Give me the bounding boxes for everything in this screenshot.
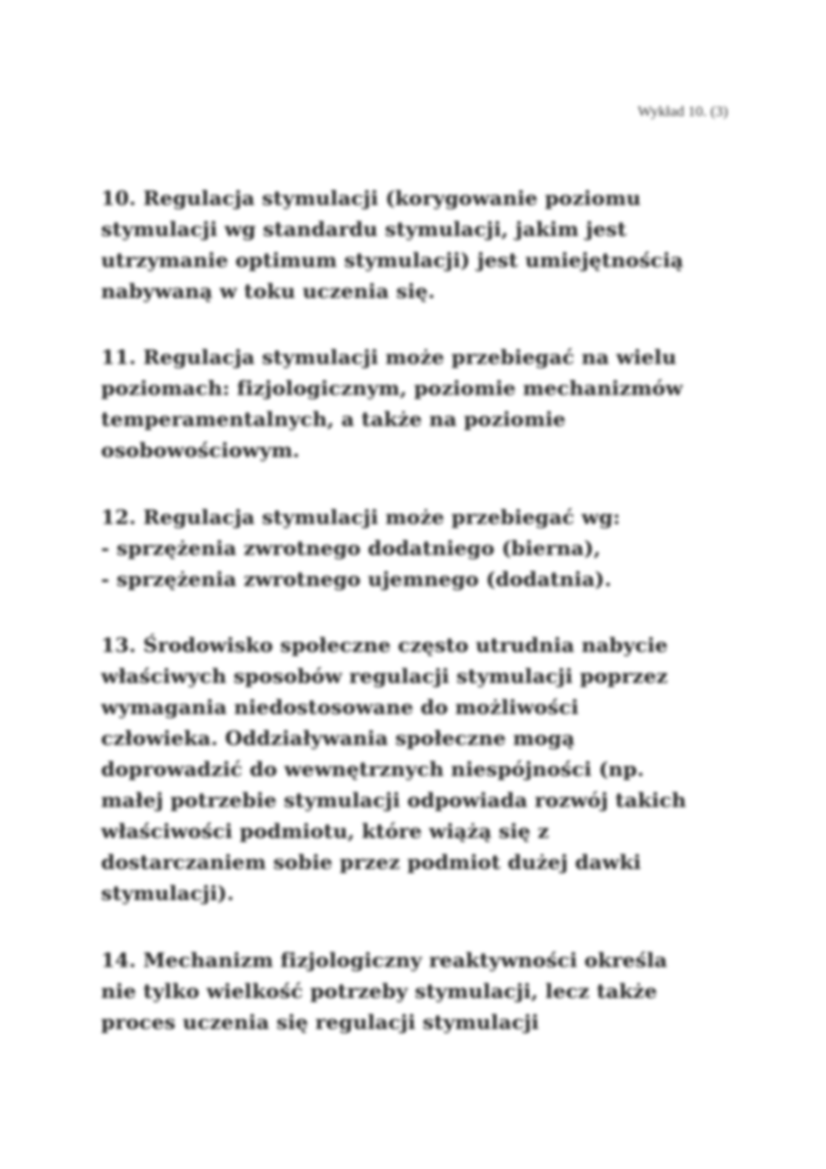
text-line: 12. Regulacja stymulacji może przebiegać wg: bbox=[101, 505, 621, 529]
paragraph-13 bbox=[101, 630, 741, 909]
text-line: człowieka. Oddziaływania społeczne mogą bbox=[101, 726, 575, 750]
text-line: temperamentalnych, a także na poziomie bbox=[101, 407, 566, 431]
text-line: 10. Regulacja stymulacji (korygowanie poziomu bbox=[101, 186, 641, 210]
text-line: - sprzężenia zwrotnego dodatniego (bierna), bbox=[101, 536, 601, 560]
text-line: utrzymanie optimum stymulacji) jest umiejętnością bbox=[101, 248, 684, 272]
text-line: poziomach: fizjologicznym, poziomie mechanizmów bbox=[101, 376, 683, 400]
text-line: 13. Środowisko społeczne często utrudnia nabycie bbox=[101, 633, 668, 657]
paragraph-14 bbox=[101, 945, 741, 1038]
text-line: stymulacji). bbox=[101, 881, 235, 905]
text-line: nabywaną w toku uczenia się. bbox=[101, 279, 436, 303]
paragraph-12 bbox=[101, 502, 741, 595]
text-line: 14. Mechanizm fizjologiczny reaktywności określa bbox=[101, 948, 668, 972]
text-line: doprowadzić do wewnętrznych niespójności (np. bbox=[101, 757, 645, 781]
text-line: proces uczenia się regulacji stymulacji bbox=[101, 1010, 540, 1034]
paragraph-10 bbox=[101, 183, 741, 307]
text-line: właściwych sposobów regulacji stymulacji poprzez bbox=[101, 664, 668, 688]
paragraph-11 bbox=[101, 342, 741, 466]
text-line: - sprzężenia zwrotnego ujemnego (dodatnia). bbox=[101, 567, 612, 591]
text-line: małej potrzebie stymulacji odpowiada rozwój takich bbox=[101, 788, 687, 812]
text-line: 11. Regulacja stymulacji może przebiegać na wielu bbox=[101, 345, 677, 369]
text-line: właściwości podmiotu, które wiążą się z bbox=[101, 819, 550, 843]
text-line: osobowościowym. bbox=[101, 438, 300, 462]
text-line: stymulacji wg standardu stymulacji, jakim jest bbox=[101, 217, 627, 241]
text-line: dostarczaniem sobie przez podmiot dużej dawki bbox=[101, 850, 642, 874]
text-line: nie tylko wielkość potrzeby stymulacji, lecz także bbox=[101, 979, 658, 1003]
text-line: wymagania niedostosowane do możliwości bbox=[101, 695, 579, 719]
page-header: Wykład 10. (3) bbox=[637, 104, 728, 120]
document-body bbox=[101, 183, 741, 1072]
